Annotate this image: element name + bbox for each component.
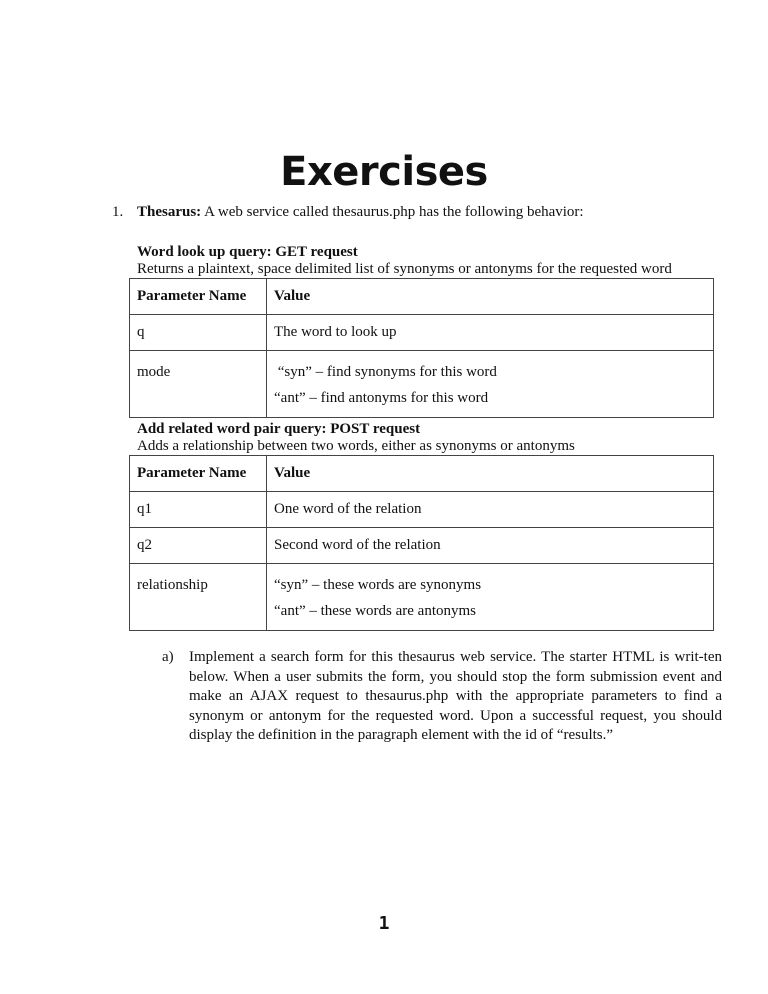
lookup-section (129, 243, 714, 418)
param-name-text: relationship (137, 577, 208, 593)
param-value: Second word of the relation (267, 528, 714, 564)
table-row (130, 564, 714, 631)
add-heading: Add related word pair query: POST request (137, 421, 421, 437)
table-row (130, 351, 714, 418)
exercise-number: 1. (112, 204, 124, 220)
param-value: The word to look up (267, 315, 714, 351)
header-parameter-name: Parameter Name (130, 456, 267, 492)
lookup-heading: Word look up query: GET request (137, 244, 358, 260)
table-header-row (130, 456, 714, 492)
table-header-row (130, 279, 714, 315)
add-description: Adds a relationship between two words, either as synonyms or antonyms (137, 438, 575, 454)
param-value-line: “syn” – find synonyms for this word (274, 364, 497, 380)
sub-exercise (162, 648, 722, 746)
param-name-text: mode (137, 364, 171, 380)
param-name: q1 (130, 492, 267, 528)
sub-exercise-text: Implement a search form for this thesaurus web service. The starter HTML is writ-ten below. When a user submits the form, you should stop the form submission event and make an AJAX request to thesaurus.php with the appropriate parameters to find a synonym or antonym for the requested word. Upon a successful request, you should display the definition in the paragraph element with the id of “results.” (189, 649, 722, 743)
table-row (130, 492, 714, 528)
sub-exercise-label: a) (162, 649, 174, 665)
header-value: Value (267, 456, 714, 492)
add-parameter-table (129, 455, 714, 631)
param-value-line: “ant” – find antonyms for this word (274, 390, 489, 406)
param-value: One word of the relation (267, 492, 714, 528)
param-value (267, 351, 714, 418)
lookup-description: Returns a plaintext, space delimited list of synonyms or antonyms for the requested word (137, 261, 672, 277)
exercise-intro-text: A web service called thesaurus.php has the following behavior: (201, 204, 584, 220)
param-value-line: “ant” – these words are antonyms (274, 603, 477, 619)
param-name (130, 564, 267, 631)
table-row (130, 315, 714, 351)
exercise-name: Thesarus: (137, 204, 202, 220)
page-title: Exercises (280, 149, 488, 195)
header-parameter-name: Parameter Name (130, 279, 267, 315)
page-number: 1 (378, 913, 390, 934)
param-value (267, 564, 714, 631)
exercise-intro (137, 201, 717, 223)
param-name (130, 351, 267, 418)
lookup-parameter-table (129, 278, 714, 418)
param-name: q (130, 315, 267, 351)
add-section (129, 420, 714, 631)
param-value-line: “syn” – these words are synonyms (274, 577, 482, 593)
header-value: Value (267, 279, 714, 315)
param-name: q2 (130, 528, 267, 564)
table-row (130, 528, 714, 564)
